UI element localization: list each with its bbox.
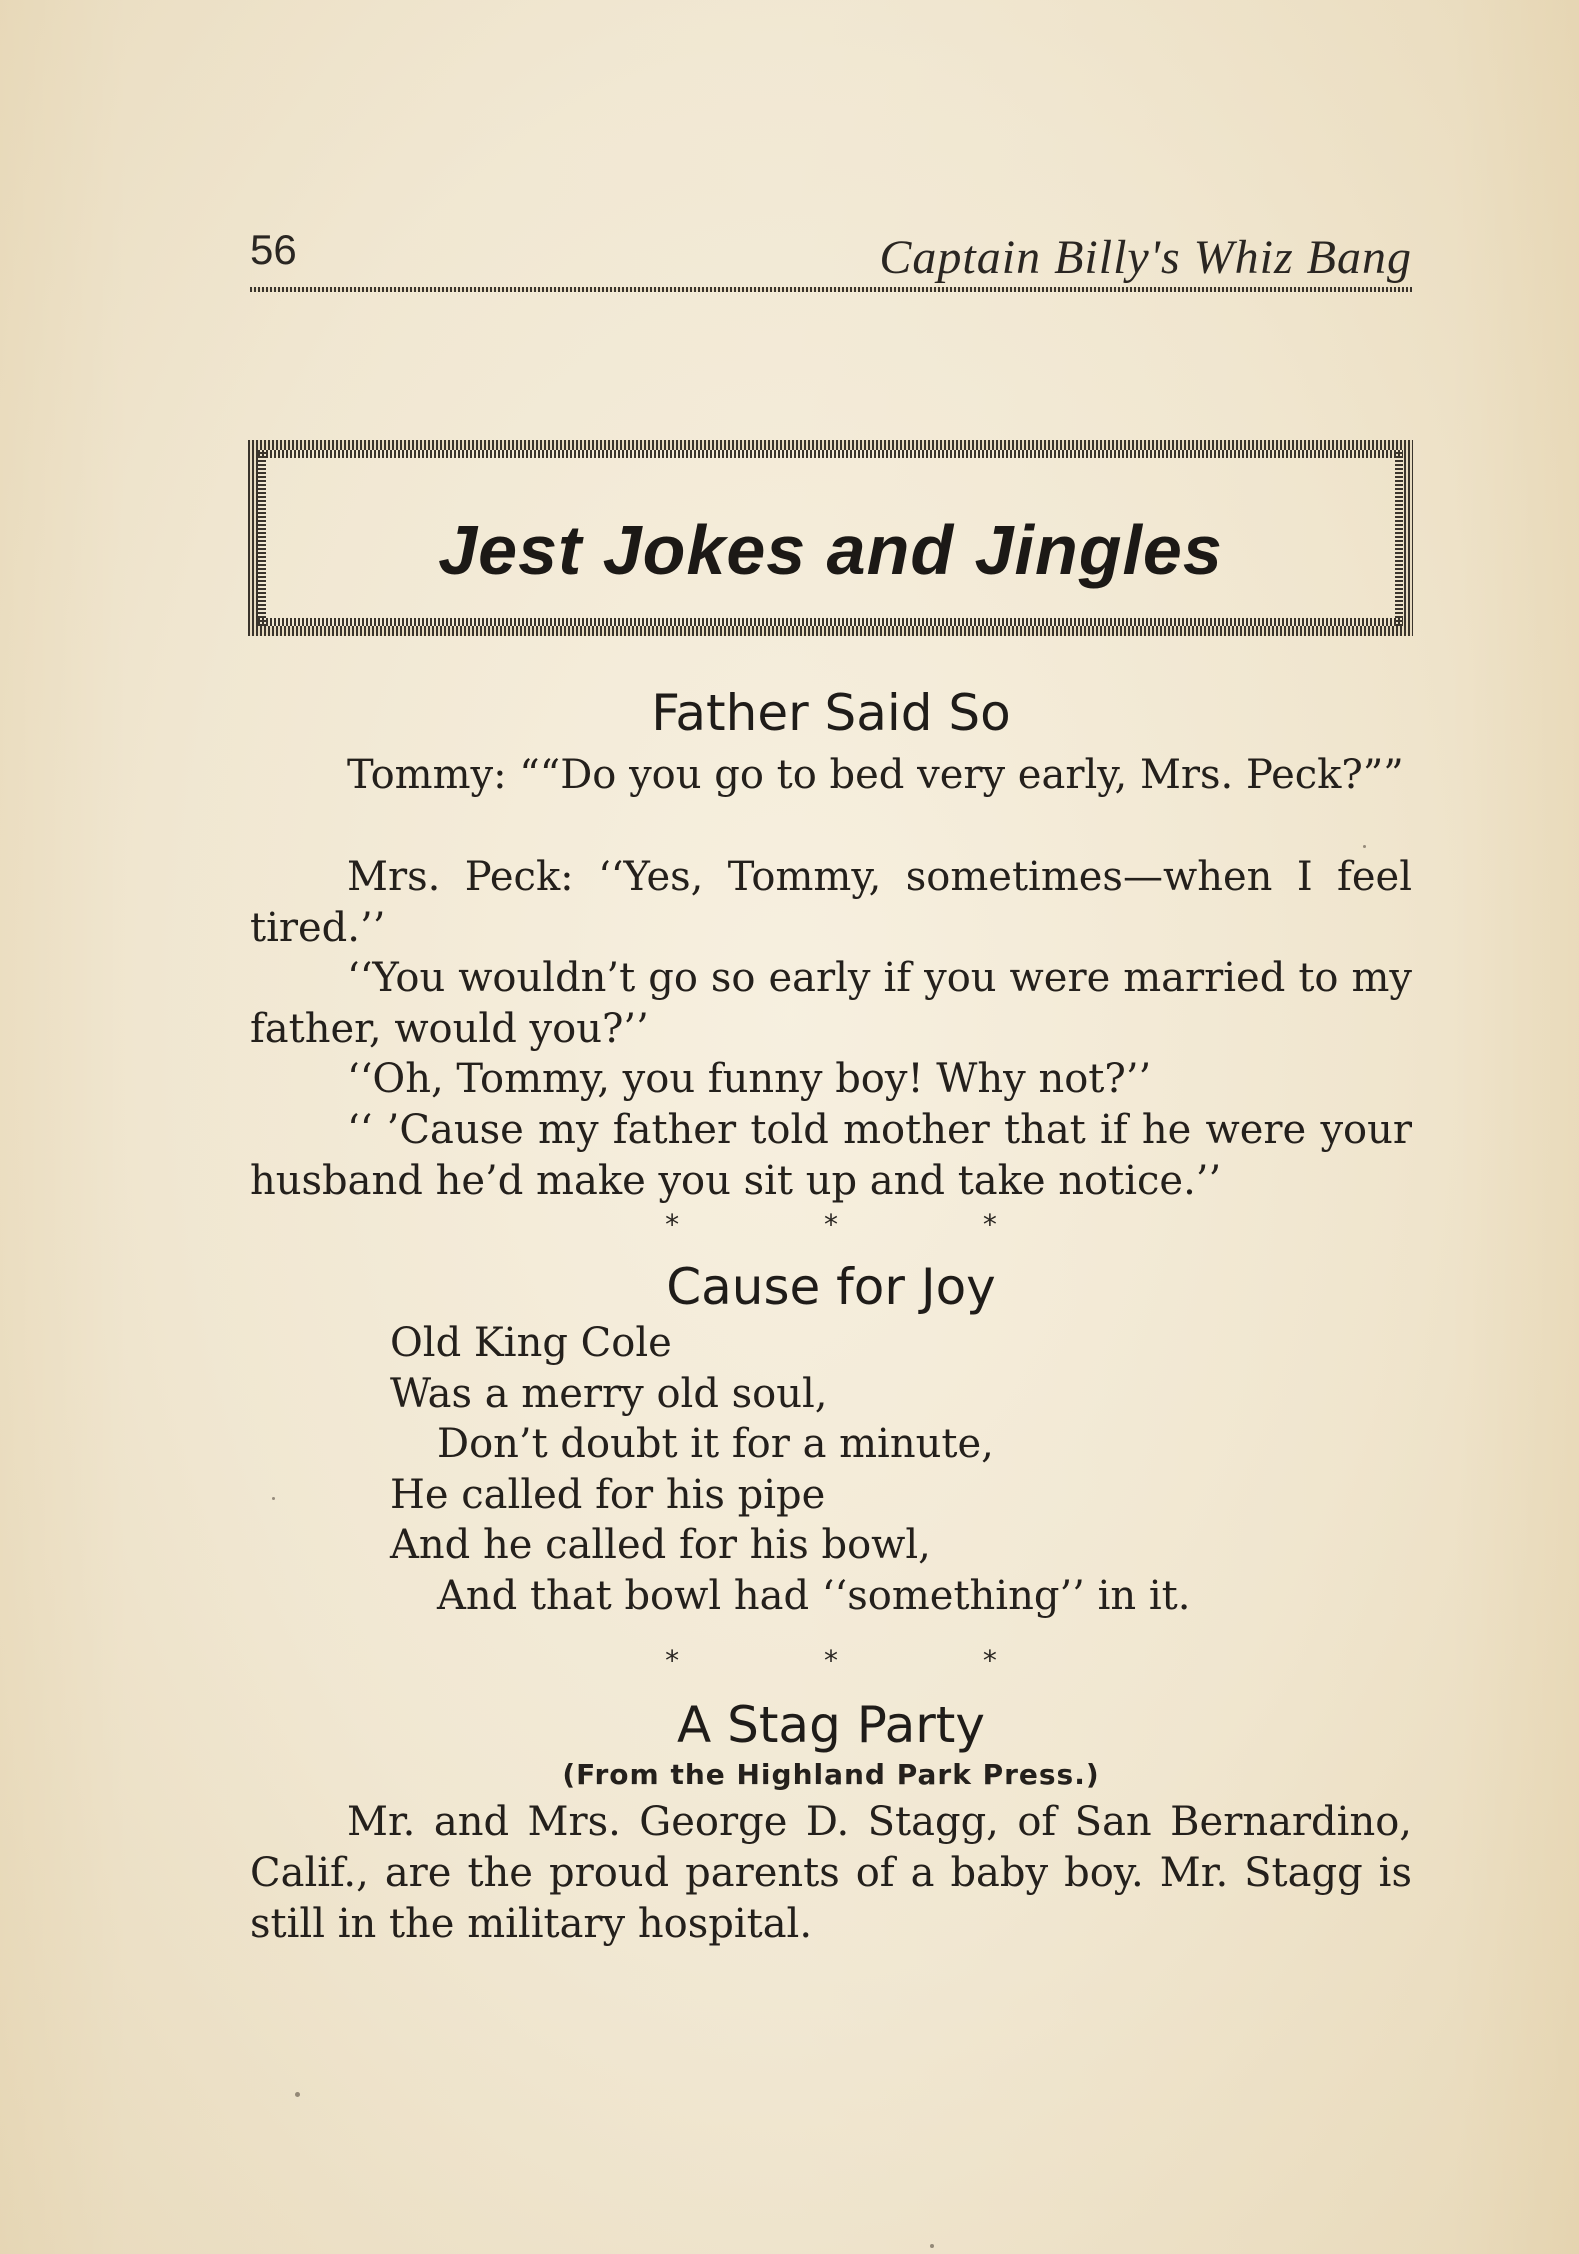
paper-speck <box>272 1497 275 1500</box>
story-paragraph: ‘‘Oh, Tommy, you funny boy! Why not?’’ <box>347 1056 1152 1102</box>
story-heading-a-stag-party: A Stag Party <box>676 1696 985 1754</box>
paper-speck <box>1363 845 1366 848</box>
separator-stars: * * * <box>665 1644 1065 1677</box>
verse-line: Don’t doubt it for a minute, <box>437 1421 994 1467</box>
paper-speck <box>930 2244 934 2248</box>
story-paragraph: Tommy: ““Do you go to bed very early, Mrs. Peck?”” <box>347 752 1404 798</box>
story-source-note: (From the Highland Park Press.) <box>562 1758 1100 1791</box>
story-paragraph: ‘‘You wouldn’t go so early if you were married to my father, would you?’’ <box>250 955 1412 1052</box>
verse-line: Was a merry old soul, <box>390 1370 828 1417</box>
story-paragraph: ‘‘ ’Cause my father told mother that if he were your husband he’d make you sit up and take notice.’’ <box>250 1107 1412 1204</box>
story-paragraph: Mrs. Peck: ‘‘Yes, Tommy, sometimes—when I feel tired.’’ <box>250 854 1412 951</box>
verse-line: And that bowl had ‘‘something’’ in it. <box>437 1572 1191 1619</box>
header-rule <box>250 287 1412 292</box>
verse-line: And he called for his bowl, <box>390 1522 931 1568</box>
story-paragraph: Mr. and Mrs. George D. Stagg, of San Bernardino, Calif., are the proud parents of a baby boy. Mr. Stagg is still in the military hospital. <box>250 1799 1412 1947</box>
verse-line: Old King Cole <box>390 1320 672 1366</box>
verse-line: He called for his pipe <box>390 1471 826 1518</box>
section-title: Jest Jokes and Jingles <box>438 511 1223 589</box>
story-heading-cause-for-joy: Cause for Joy <box>666 1258 996 1316</box>
story-heading-father-said-so: Father Said So <box>651 684 1011 742</box>
page-number: 56 <box>250 226 297 273</box>
verse <box>390 1318 1290 1621</box>
running-head: Captain Billy's Whiz Bang <box>879 231 1412 284</box>
section-title-box <box>248 440 1413 636</box>
paper-speck <box>295 2092 300 2097</box>
separator-stars: * * * <box>665 1208 1065 1241</box>
page-header <box>250 226 1412 286</box>
